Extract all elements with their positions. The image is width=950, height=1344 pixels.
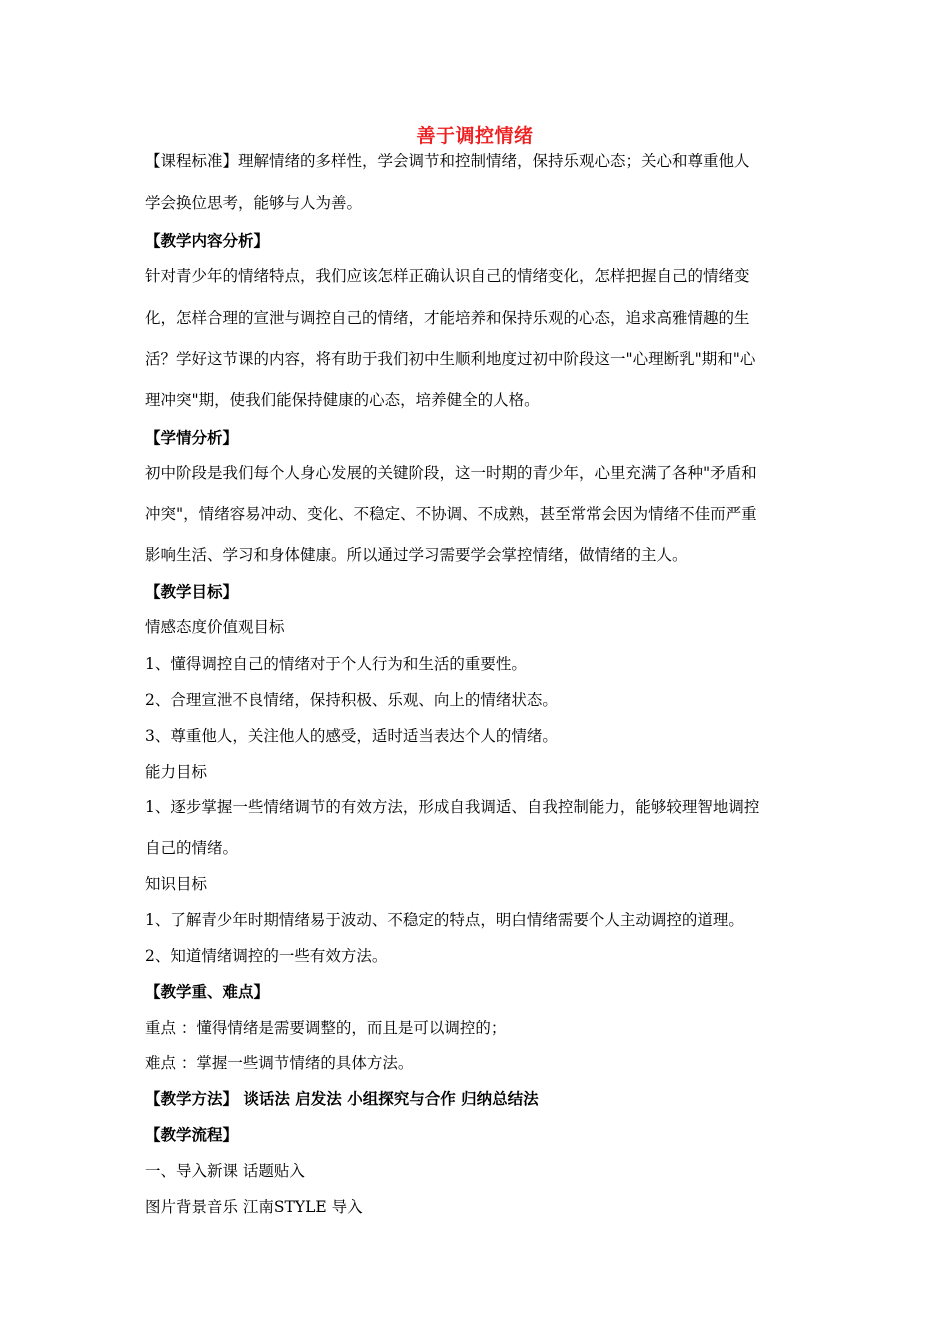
paragraph-line: 【课程标准】理解情绪的多样性，学会调节和控制情绪，保持乐观心态；关心和尊重他人 xyxy=(145,152,750,170)
paragraph-line: 冲突"，情绪容易冲动、变化、不稳定、不协调、不成熟，甚至常常会因为情绪不佳而严重 xyxy=(145,505,757,523)
paragraph-line: 2、合理宣泄不良情绪，保持积极、乐观、向上的情绪状态。 xyxy=(145,691,558,709)
section-heading: 【教学目标】 xyxy=(145,582,239,601)
section-heading: 【学情分析】 xyxy=(145,428,239,447)
section-heading: 【教学方法】 谈话法 启发法 小组探究与合作 归纳总结法 xyxy=(145,1089,539,1108)
paragraph-line: 理冲突"期，使我们能保持健康的心态，培养健全的人格。 xyxy=(145,391,540,409)
paragraph-line: 影响生活、学习和身体健康。所以通过学习需要学会掌控情绪，做情绪的主人。 xyxy=(145,546,688,564)
paragraph-line: 1、了解青少年时期情绪易于波动、不稳定的特点，明白情绪需要个人主动调控的道理。 xyxy=(145,911,744,929)
paragraph-line: 针对青少年的情绪特点，我们应该怎样正确认识自己的情绪变化，怎样把握自己的情绪变 xyxy=(145,267,750,285)
paragraph-line: 2、知道情绪调控的一些有效方法。 xyxy=(145,947,388,965)
section-heading: 【教学重、难点】 xyxy=(145,982,270,1001)
paragraph-line: 自己的情绪。 xyxy=(145,839,239,857)
paragraph-line: 3、尊重他人，关注他人的感受，适时适当表达个人的情绪。 xyxy=(145,727,558,745)
section-heading: 【教学流程】 xyxy=(145,1125,239,1144)
paragraph-line: 重点 ：懂得情绪是需要调整的，而且是可以调控的； xyxy=(145,1019,507,1037)
paragraph-line: 学会换位思考，能够与人为善。 xyxy=(145,194,363,212)
section-heading: 【教学内容分析】 xyxy=(145,231,270,250)
paragraph-line: 情感态度价值观目标 xyxy=(145,618,285,636)
paragraph-line: 难点 ：掌握一些调节情绪的具体方法。 xyxy=(145,1054,414,1072)
paragraph-line: 活？学好这节课的内容，将有助于我们初中生顺利地度过初中阶段这一"心理断乳"期和"心 xyxy=(145,350,756,368)
paragraph-line: 化，怎样合理的宣泄与调控自己的情绪，才能培养和保持乐观的心态，追求高雅情趣的生 xyxy=(145,309,750,327)
paragraph-line: 图片背景音乐 江南STYLE 导入 xyxy=(145,1198,363,1216)
paragraph-line: 知识目标 xyxy=(145,875,208,893)
paragraph-line: 1、逐步掌握一些情绪调节的有效方法，形成自我调适、自我控制能力，能够较理智地调控 xyxy=(145,798,760,816)
paragraph-line: 能力目标 xyxy=(145,763,208,781)
document-title: 善于调控情绪 xyxy=(416,125,534,147)
paragraph-line: 1、懂得调控自己的情绪对于个人行为和生活的重要性。 xyxy=(145,655,527,673)
paragraph-line: 一、导入新课 话题贴入 xyxy=(145,1162,305,1180)
paragraph-line: 初中阶段是我们每个人身心发展的关键阶段，这一时期的青少年，心里充满了各种"矛盾和 xyxy=(145,464,757,482)
